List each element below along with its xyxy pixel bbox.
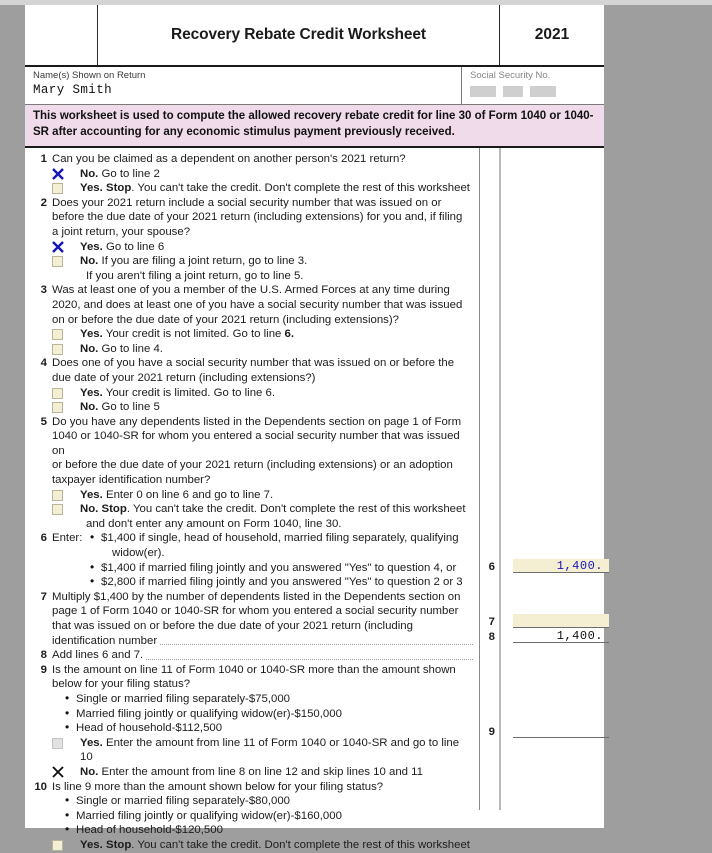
amount-row-number-6: 6 bbox=[488, 561, 495, 573]
line-5-option-no-sub: and don't enter any amount on Form 1040, line 30. bbox=[86, 517, 342, 530]
line-question: Does one of you have a social security number that was issued on or before the bbox=[52, 357, 455, 370]
worksheet-line-7 bbox=[31, 590, 473, 648]
line-number: 9 bbox=[40, 663, 47, 676]
line-question-cont: a joint return, your spouse? bbox=[52, 225, 191, 238]
line-10-option-yes[interactable] bbox=[52, 838, 473, 853]
line-4-option-yes-label: Yes. Your credit is limited. Go to line 6. bbox=[80, 386, 276, 399]
amount-input-line-9[interactable] bbox=[513, 724, 609, 738]
line-6-bullet-1-wrap: widow(er). bbox=[112, 547, 165, 560]
line-2-option-no-sub: If you aren't filing a joint return, go to line 5. bbox=[86, 269, 304, 282]
taxpayer-identity-row bbox=[25, 67, 604, 105]
amount-input-line-6[interactable]: 1,400. bbox=[513, 559, 609, 573]
line-1-option-no-label: No. Go to line 2 bbox=[80, 167, 160, 180]
line-number-column bbox=[479, 148, 501, 810]
checkbox-empty-icon[interactable] bbox=[52, 329, 63, 340]
worksheet-line-1 bbox=[31, 152, 473, 196]
ssn-redacted-value bbox=[470, 86, 604, 97]
questions-column bbox=[25, 148, 479, 851]
line-7-text-2: page 1 of Form 1040 or 1040-SR for whom you entered a social security number bbox=[52, 605, 459, 618]
amount-row-number-8: 8 bbox=[488, 631, 495, 643]
checkbox-x-icon[interactable] bbox=[52, 169, 63, 180]
tax-year: 2021 bbox=[534, 26, 570, 43]
line-question-cont: 1040 or 1040-SR for whom you entered a social security number that was issued on bbox=[52, 430, 460, 457]
line-number: 5 bbox=[40, 415, 47, 428]
line-10-bullets bbox=[65, 794, 473, 838]
line-3-option-no-label: No. Go to line 4. bbox=[80, 342, 163, 355]
line-5-option-yes[interactable] bbox=[52, 488, 473, 503]
line-6-enter-label: Enter: bbox=[52, 532, 83, 545]
name-field-value: Mary Smith bbox=[33, 83, 113, 97]
line-2-option-no[interactable] bbox=[52, 254, 473, 269]
worksheet-line-6 bbox=[31, 531, 473, 589]
line-9-option-no-label: No. Enter the amount from line 8 on line 12 and skip lines 10 and 11 bbox=[80, 765, 423, 778]
line-number: 8 bbox=[40, 649, 47, 662]
line-9-option-yes-label: Yes. Enter the amount from line 11 of Form 1040 or 1040-SR and go to line 10 bbox=[80, 736, 460, 764]
line-question-cont: or before the due date of your 2021 return (including extensions) or an adoption bbox=[52, 459, 453, 472]
page-title: Recovery Rebate Credit Worksheet bbox=[97, 5, 500, 65]
line-9-bullet-2: • Married filing jointly or qualifying widow(er)-$150,000 bbox=[65, 707, 473, 722]
worksheet-line-3 bbox=[31, 283, 473, 356]
line-6-bullets bbox=[90, 531, 473, 560]
line-6-bullet-3: • $2,800 if married filing jointly and you answered "Yes" to question 2 or 3 bbox=[90, 575, 473, 590]
checkbox-empty-icon[interactable] bbox=[52, 402, 63, 413]
line-6-bullet-1: • $1,400 if single, head of household, married filing separately, qualifying widow(er). bbox=[90, 531, 473, 560]
line-1-option-yes[interactable] bbox=[52, 181, 473, 196]
worksheet-line-2 bbox=[31, 196, 473, 284]
amount-input-line-8[interactable]: 1,400. bbox=[513, 629, 609, 643]
line-question-cont: due date of your 2021 return (including extensions?) bbox=[52, 371, 316, 384]
checkbox-empty-icon[interactable] bbox=[52, 183, 63, 194]
line-10-option-yes-label: Yes. Stop. You can't take the credit. Don't complete the rest of this worksheet bbox=[80, 838, 470, 851]
worksheet-line-9 bbox=[31, 663, 473, 780]
line-6-bullets-cont bbox=[90, 561, 473, 590]
line-2-option-no-label: No. If you are filing a joint return, go to line 3. bbox=[80, 255, 308, 268]
line-number: 2 bbox=[40, 196, 47, 209]
worksheet-line-10 bbox=[31, 780, 473, 853]
line-question: Was at least one of you a member of the U.S. Armed Forces at any time during bbox=[52, 284, 450, 297]
dot-leader bbox=[160, 635, 473, 645]
form-page bbox=[25, 5, 604, 851]
line-number: 10 bbox=[34, 780, 47, 793]
ssn-redaction-block bbox=[470, 86, 496, 97]
line-7-text-4-row bbox=[52, 634, 473, 649]
worksheet-purpose-banner bbox=[25, 105, 604, 148]
line-number: 1 bbox=[40, 153, 47, 165]
line-9-bullet-1: • Single or married filing separately-$75,000 bbox=[65, 692, 473, 707]
worksheet-line-5 bbox=[31, 415, 473, 532]
line-6-bullet-2: • $1,400 if married filing jointly and you answered "Yes" to question 4, or bbox=[90, 561, 473, 576]
line-question-cont: taxpayer identification number? bbox=[52, 474, 211, 487]
ssn-redaction-block bbox=[503, 86, 523, 97]
line-question: Do you have any dependents listed in the Dependents section on page 1 of Form bbox=[52, 415, 462, 428]
checkbox-x-icon[interactable] bbox=[52, 242, 63, 253]
line-question-cont: 2020, and does at least one of you have a social security number that was issued bbox=[52, 298, 463, 311]
line-7-text-4: identification number bbox=[52, 634, 158, 647]
line-1-option-yes-label: Yes. Stop. You can't take the credit. Don't complete the rest of this worksheet bbox=[80, 182, 470, 195]
line-question-cont: below for your filing status? bbox=[52, 678, 191, 691]
amount-column bbox=[501, 148, 604, 810]
checkbox-empty-icon[interactable] bbox=[52, 504, 63, 515]
line-question-cont: on or before the due date of your 2021 return (including extensions)? bbox=[52, 313, 400, 326]
header-left-spacer bbox=[25, 5, 97, 65]
worksheet-purpose-text: This worksheet is used to compute the allowed recovery rebate credit for line 30 of Form 1040 or 1040-SR after accounting for any economic stimulus payment previously received. bbox=[33, 110, 594, 138]
line-9-option-yes[interactable] bbox=[52, 736, 473, 765]
line-4-option-yes[interactable] bbox=[52, 386, 473, 401]
line-3-option-yes-label: Yes. Your credit is not limited. Go to line 6. bbox=[80, 328, 295, 341]
line-question: Is the amount on line 11 of Form 1040 or 1040-SR more than the amount shown bbox=[52, 663, 456, 676]
line-2-option-yes[interactable] bbox=[52, 240, 473, 255]
line-3-option-no[interactable] bbox=[52, 342, 473, 357]
name-field[interactable] bbox=[25, 67, 462, 104]
line-3-option-yes[interactable] bbox=[52, 327, 473, 342]
line-number: 7 bbox=[40, 590, 47, 603]
checkbox-empty-icon[interactable] bbox=[52, 840, 63, 851]
line-4-option-no[interactable] bbox=[52, 400, 473, 415]
checkbox-empty-icon[interactable] bbox=[52, 388, 63, 399]
line-10-bullet-3: • Head of household-$120,500 bbox=[65, 823, 473, 838]
line-question-cont: before the due date of your 2021 return (including extensions) for you and, if filing bbox=[52, 211, 463, 224]
line-5-option-yes-label: Yes. Enter 0 on line 6 and go to line 7. bbox=[80, 488, 274, 501]
ssn-redaction-block bbox=[530, 86, 556, 97]
checkbox-empty-icon[interactable] bbox=[52, 738, 63, 749]
line-question: Can you be claimed as a dependent on another person's 2021 return? bbox=[52, 153, 406, 165]
ssn-field[interactable] bbox=[462, 67, 604, 104]
line-9-option-no[interactable] bbox=[52, 765, 473, 780]
checkbox-empty-icon[interactable] bbox=[52, 490, 63, 501]
line-7-text-3: that was issued on or before the due date of your 2021 return (including bbox=[52, 620, 413, 632]
line-number: 3 bbox=[40, 284, 47, 297]
checkbox-empty-icon[interactable] bbox=[52, 344, 63, 355]
line-10-bullet-2: • Married filing jointly or qualifying widow(er)-$160,000 bbox=[65, 809, 473, 824]
dot-leader bbox=[146, 650, 473, 660]
line-7-text-1: Multiply $1,400 by the number of dependents listed in the Dependents section on bbox=[52, 590, 461, 603]
line-5-option-no-label: No. Stop. You can't take the credit. Don't complete the rest of this worksheet bbox=[80, 503, 466, 516]
worksheet-line-4 bbox=[31, 356, 473, 414]
line-2-option-yes-label: Yes. Go to line 6 bbox=[80, 240, 165, 253]
line-9-bullet-3: • Head of household-$112,500 bbox=[65, 721, 473, 736]
amount-row-number-7: 7 bbox=[488, 616, 495, 628]
checkbox-x-icon[interactable] bbox=[52, 767, 63, 778]
form-header bbox=[25, 5, 604, 67]
line-question: Does your 2021 return include a social security number that was issued on or bbox=[52, 196, 442, 209]
line-10-bullet-1: • Single or married filing separately-$80,000 bbox=[65, 794, 473, 809]
line-number: 6 bbox=[40, 532, 47, 545]
checkbox-empty-icon[interactable] bbox=[52, 256, 63, 267]
line-4-option-no-label: No. Go to line 5 bbox=[80, 401, 160, 414]
line-5-option-no[interactable] bbox=[52, 502, 473, 517]
ssn-field-label: Social Security No. bbox=[470, 70, 551, 81]
line-1-option-no[interactable] bbox=[52, 167, 473, 182]
line-question: Is line 9 more than the amount shown below for your filing status? bbox=[52, 780, 384, 793]
line-number: 4 bbox=[40, 357, 47, 370]
name-field-label: Name(s) Shown on Return bbox=[33, 70, 146, 81]
amount-row-number-9: 9 bbox=[488, 726, 495, 738]
worksheet-body bbox=[25, 148, 604, 851]
line-9-bullets bbox=[65, 692, 473, 736]
worksheet-line-8 bbox=[31, 648, 473, 663]
amount-input-line-7[interactable] bbox=[513, 614, 609, 628]
line-8-text: Add lines 6 and 7. bbox=[52, 649, 144, 662]
